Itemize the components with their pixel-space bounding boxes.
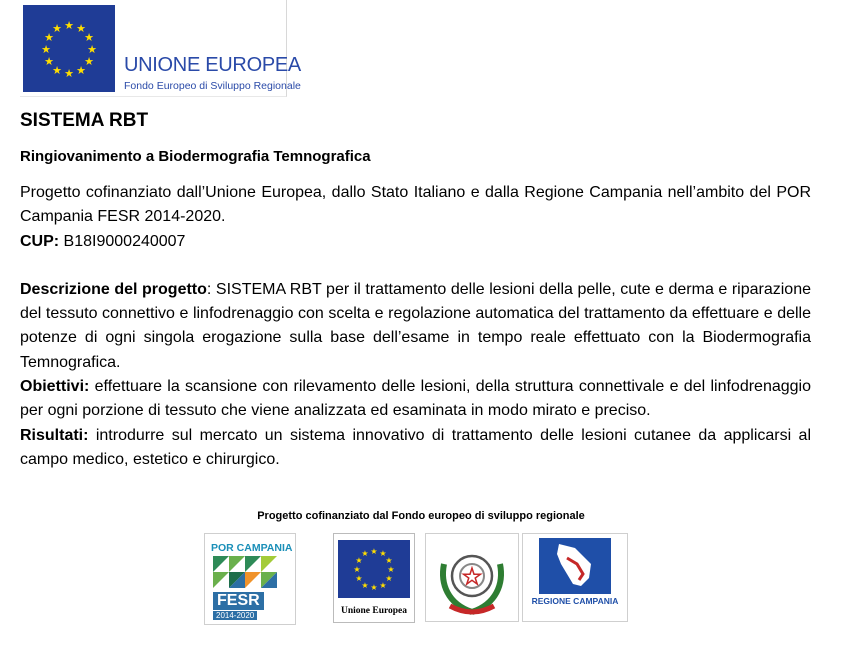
project-description bbox=[20, 181, 811, 472]
eu-small-flag-icon bbox=[334, 534, 414, 604]
risultati-paragraph bbox=[20, 424, 811, 473]
eu-subtitle: Fondo Europeo di Sviluppo Regionale bbox=[124, 80, 301, 92]
unione-europea-logo bbox=[333, 533, 415, 623]
svg-text:★: ★ bbox=[353, 565, 361, 574]
cup-line bbox=[20, 230, 811, 254]
eu-header-logo bbox=[20, 0, 301, 97]
regione-campania-logo bbox=[522, 533, 628, 622]
svg-text:★: ★ bbox=[379, 549, 387, 558]
risultati-text: introdurre sul mercato un sistema innovativo di trattamento delle lesioni cutanee da applicarsi al campo medico, estetico e chirurgico. bbox=[20, 426, 811, 468]
unione-europea-label: Unione Europea bbox=[340, 606, 408, 616]
svg-text:★: ★ bbox=[64, 67, 74, 80]
descrizione-text: : SISTEMA RBT per il trattamento delle lesioni della pelle, cute e derma e riparazione del tessuto connettivo e linfodrenaggio con scelta e regolazione automatica del trattamento da effettuare e delle potenze di ogni singola erogazione sulla base dell’esame in tempo reale effettuato con la Biodermografia Temnografica. bbox=[20, 280, 811, 371]
svg-text:★: ★ bbox=[87, 43, 97, 56]
svg-text:★: ★ bbox=[370, 583, 378, 592]
svg-text:★: ★ bbox=[84, 55, 94, 68]
descrizione-paragraph bbox=[20, 278, 811, 375]
eu-flag-icon bbox=[23, 5, 115, 92]
svg-text:★: ★ bbox=[379, 581, 387, 590]
eu-title: UNIONE EUROPEA bbox=[124, 54, 301, 76]
cup-label: CUP: bbox=[20, 232, 60, 250]
svg-text:★: ★ bbox=[44, 31, 54, 44]
svg-text:★: ★ bbox=[385, 574, 393, 583]
svg-text:★: ★ bbox=[76, 64, 86, 77]
descrizione-label: Descrizione del progetto bbox=[20, 280, 207, 298]
regione-campania-label: REGIONE CAMPANIA bbox=[531, 596, 619, 606]
svg-text:★: ★ bbox=[355, 556, 363, 565]
svg-text:★: ★ bbox=[64, 19, 74, 32]
fesr-label: FESR bbox=[213, 592, 264, 610]
svg-text:★: ★ bbox=[44, 55, 54, 68]
page-title: SISTEMA RBT bbox=[20, 110, 149, 131]
svg-text:★: ★ bbox=[462, 565, 482, 590]
page-subtitle: Ringiovanimento a Biodermografia Temnografica bbox=[20, 148, 371, 165]
svg-text:★: ★ bbox=[76, 22, 86, 35]
por-campania-label: POR CAMPANIA bbox=[211, 542, 293, 554]
risultati-label: Risultati: bbox=[20, 426, 89, 444]
svg-text:★: ★ bbox=[52, 64, 62, 77]
obiettivi-text: effettuare la scansione con rilevamento delle lesioni, della struttura connettivale e del linfodrenaggio per ogni porzione di tessuto che viene analizzata ed esaminata in modo mirato e preciso. bbox=[20, 378, 811, 420]
svg-text:★: ★ bbox=[355, 574, 363, 583]
footer-caption: Progetto cofinanziato dal Fondo europeo di sviluppo regionale bbox=[257, 510, 585, 522]
obiettivi-label: Obiettivi: bbox=[20, 378, 90, 396]
fesr-years: 2014-2020 bbox=[213, 611, 257, 620]
svg-text:★: ★ bbox=[84, 31, 94, 44]
obiettivi-paragraph bbox=[20, 375, 811, 424]
svg-text:★: ★ bbox=[52, 22, 62, 35]
italian-emblem-icon bbox=[426, 534, 518, 621]
svg-text:★: ★ bbox=[370, 547, 378, 556]
repubblica-italiana-emblem bbox=[425, 533, 519, 622]
svg-text:★: ★ bbox=[385, 556, 393, 565]
svg-text:★: ★ bbox=[41, 43, 51, 56]
svg-text:★: ★ bbox=[361, 581, 369, 590]
svg-text:★: ★ bbox=[387, 565, 395, 574]
por-campania-fesr-logo bbox=[204, 533, 296, 625]
campania-shape-icon bbox=[523, 534, 627, 621]
svg-text:★: ★ bbox=[361, 549, 369, 558]
cup-value: B18I9000240007 bbox=[59, 232, 186, 250]
intro-paragraph: Progetto cofinanziato dall’Unione Europea, dallo Stato Italiano e dalla Regione Campania nell’ambito del POR Campania FESR 2014-2020. bbox=[20, 184, 811, 226]
